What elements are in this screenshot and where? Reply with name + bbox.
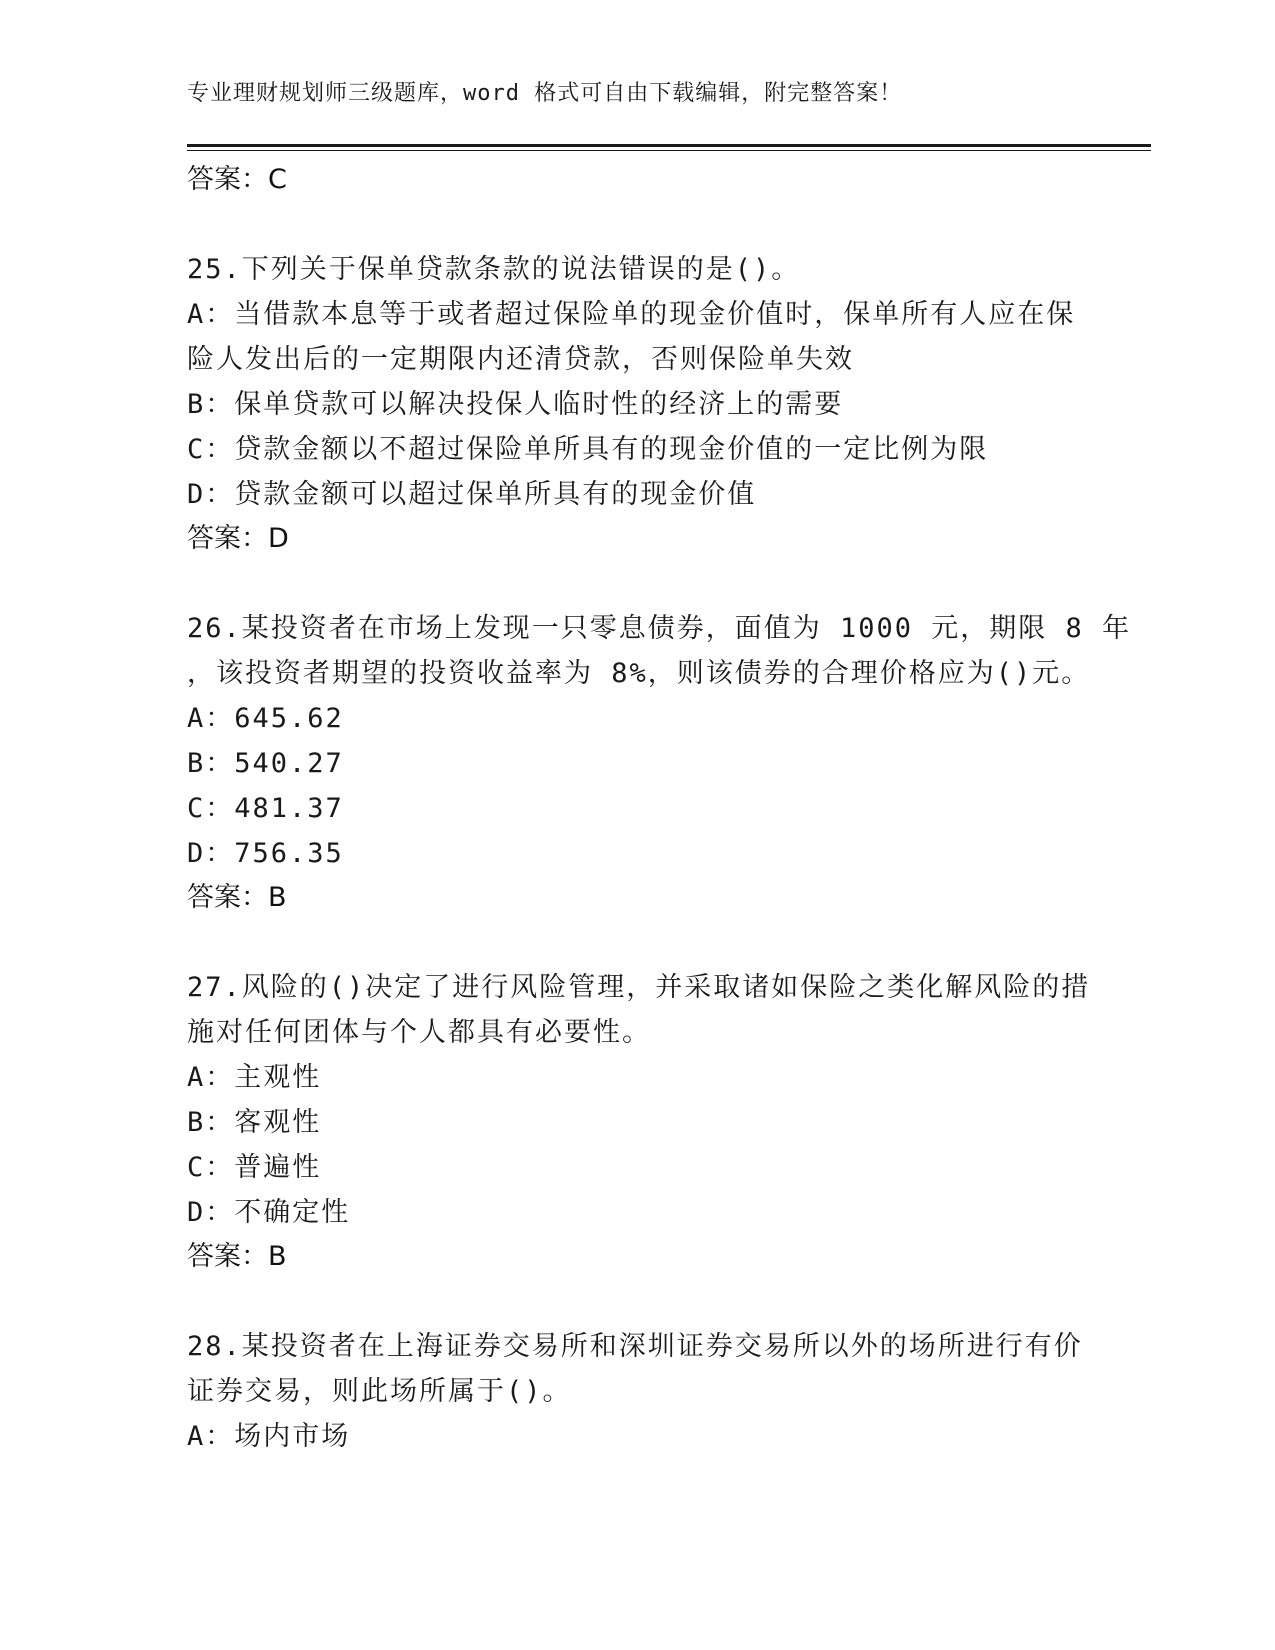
question-gap: [187, 202, 1087, 247]
option-line: 险人发出后的一定期限内还清贷款，否则保险单失效: [187, 344, 854, 375]
questions-container: [187, 202, 1132, 1459]
option-line: A：当借款本息等于或者超过保险单的现金价值时，保单所有人应在保: [187, 299, 1076, 330]
option-line: A：主观性: [187, 1062, 322, 1093]
question-gap: [187, 920, 1087, 965]
previous-answer: 答案：C: [187, 164, 287, 195]
question-block: [187, 247, 1087, 561]
option-line: B：540.27: [187, 748, 344, 779]
option-line: B：客观性: [187, 1107, 322, 1138]
header-rule-thin: [187, 150, 1151, 151]
question-stem-line: 25.下列关于保单贷款条款的说法错误的是()。: [187, 254, 801, 285]
question-stem-line: 施对任何团体与个人都具有必要性。: [187, 1017, 651, 1048]
question-stem-line: ，该投资者期望的投资收益率为 8%，则该债券的合理价格应为()元。: [187, 658, 1091, 689]
option-line: A：645.62: [187, 703, 344, 734]
question-stem-line: 28.某投资者在上海证券交易所和深圳证券交易所以外的场所进行有价: [187, 1331, 1083, 1362]
header-rule-thick: [187, 144, 1151, 147]
question-stem-line: 证券交易，则此场所属于()。: [187, 1376, 572, 1407]
question-block: [187, 606, 1132, 920]
question-gap: [187, 1279, 1087, 1324]
option-line: D：不确定性: [187, 1197, 351, 1228]
option-line: D：756.35: [187, 838, 344, 869]
question-block: [187, 965, 1091, 1279]
option-line: B：保单贷款可以解决投保人临时性的经济上的需要: [187, 389, 844, 420]
answer-line: 答案：D: [187, 523, 289, 554]
question-gap: [187, 561, 1087, 606]
answer-line: 答案：B: [187, 1241, 287, 1272]
option-line: A：场内市场: [187, 1421, 351, 1452]
option-line: C：贷款金额以不超过保险单所具有的现金价值的一定比例为限: [187, 434, 989, 465]
page-header: 专业理财规划师三级题库，word 格式可自由下载编辑，附完整答案！: [187, 81, 903, 106]
question-list: [187, 158, 1132, 1459]
answer-line: 答案：B: [187, 882, 287, 913]
option-line: C：普遍性: [187, 1152, 322, 1183]
question-block: [187, 1324, 1087, 1459]
option-line: D：贷款金额可以超过保单所具有的现金价值: [187, 479, 757, 510]
question-stem-line: 27.风险的()决定了进行风险管理，并采取诸如保险之类化解风险的措: [187, 972, 1091, 1003]
option-line: C：481.37: [187, 793, 344, 824]
question-stem-line: 26.某投资者在市场上发现一只零息债券，面值为 1000 元，期限 8 年: [187, 613, 1132, 644]
